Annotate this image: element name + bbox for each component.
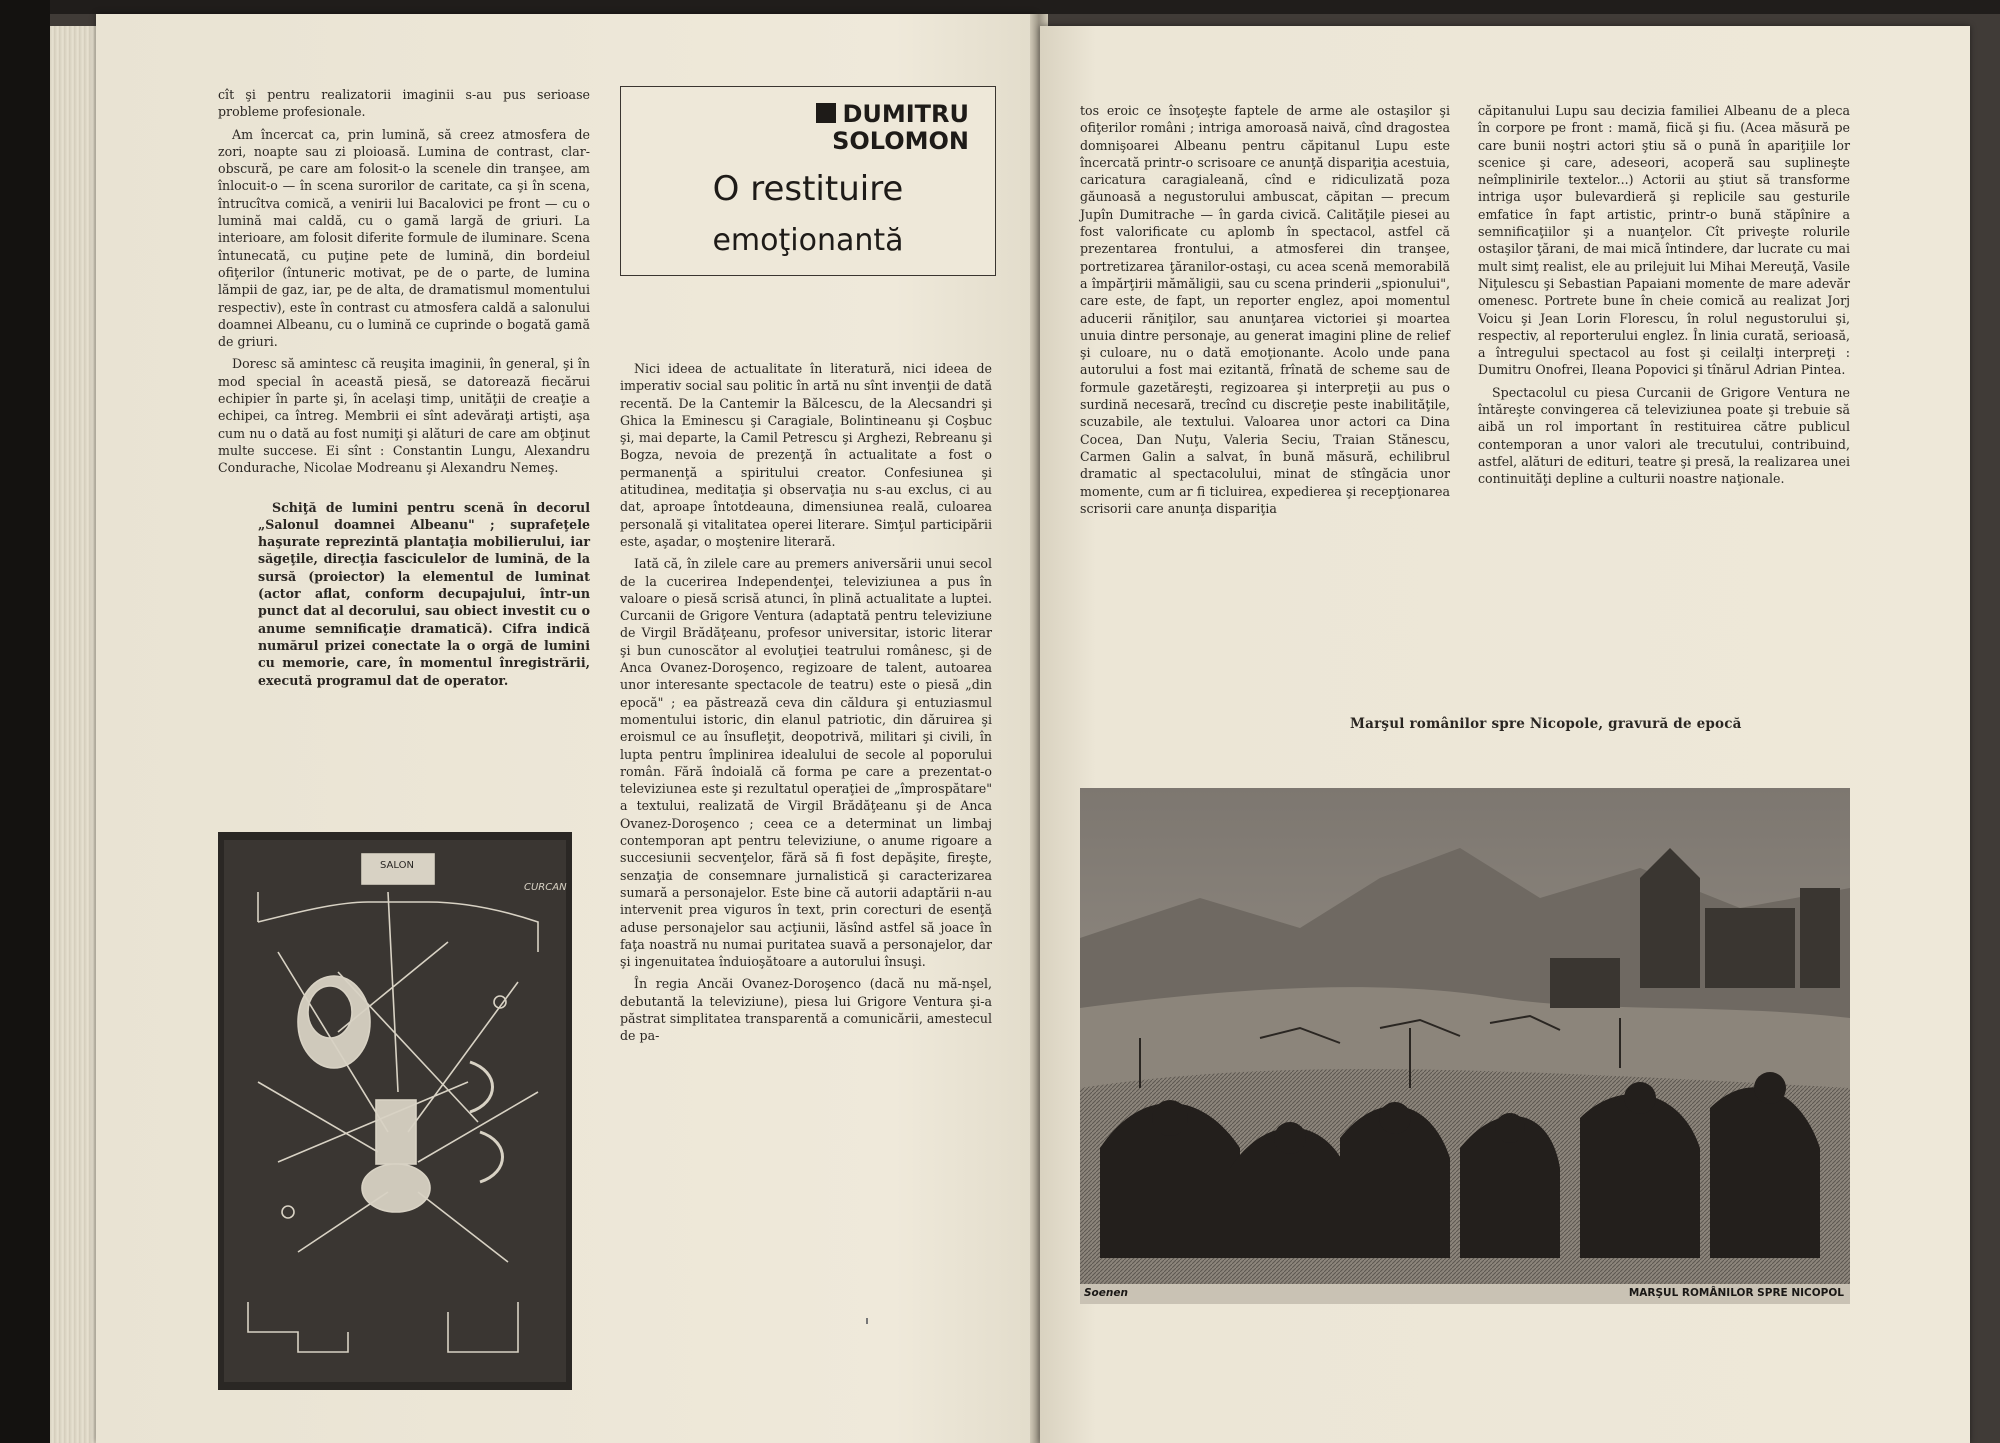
- paragraph: Nici ideea de actualitate în literatură, nici ideea de imperativ social sau politic în artă nu sînt invenţii de dată recentă. De la Cantemir la Bălcescu, de la Alecsandri şi Ghica la Eminescu şi Caragiale, Bolintineanu şi Coşbuc şi, mai departe, la Camil Petrescu şi Arghezi, Rebreanu şi Bogza, nevoia de prezenţă în actualitate a fost o permanenţă a spiritului creator. Confesiunea şi atitudinea, meditaţia şi observaţia nu s-au exclus, ci au dat, aproape întotdeauna, dimensiunea reală, culoarea personală şi vitalitatea operei literare. Simţul participării este, aşadar, o moştenire literară.: [620, 361, 992, 549]
- engraving-caption: Marşul românilor spre Nicopole, gravură de epocă: [1350, 716, 1742, 732]
- author-name: [816, 101, 969, 155]
- author-first-name: DUMITRU: [842, 100, 969, 128]
- paragraph: căpitanului Lupu sau decizia familiei Albeanu de a pleca în corpore pe front : mamă, fiică şi fiu. (Acea măsură pe care bunii noştri actori ştiu să o pună în apariţiile lor scenice şi care, adeseori, acoperă sau suplineşte neîmplinirile textelor...) Actorii au ştiut să transforme intriga uşor bulevardieră şi replicile sau gesturile emfatice în fapt artistic, printr-o bună stăpînire a semnificaţiilor şi a nuanţelor. Cît priveşte rolurile ostaşilor ţărani, de mai mică întindere, dar lucrate cu mai mult simţ realist, ele au prilejuit lui Mihai Mereuţă, Vasile Niţulescu şi Sebastian Papaiani momente de mare adevăr omenesc. Portrete bune în cheie comică au realizat Jorj Voicu şi Jean Lorin Florescu, în rolul negustorului şi, respectiv, al reporterului englez. În linia curată, serioasă, a întregului spectacol au fost şi ceilalţi interpreţi : Dumitru Onofrei, Ileana Popovici şi tînărul Adrian Pintea.: [1478, 103, 1850, 378]
- cover-left-edge: [0, 0, 50, 1443]
- engraving-image: [1080, 788, 1850, 1304]
- paragraph: Doresc să amintesc că reuşita imaginii, în general, şi în mod special în această piesă, se datorează fiecărui echipier în parte şi, în acelaşi timp, unităţii de creaţie a echipei, ca întreg. Membrii ei sînt adevăraţi artişti, aşa cum nu o dată au fost numiţi şi alături de care am obţinut multe succese. Ei sînt : Constantin Lungu, Alexandru Condurache, Nicolae Modreanu şi Alexandru Nemeş.: [218, 356, 590, 476]
- left-col-1: [218, 86, 590, 689]
- paragraph: În regia Ancăi Ovanez-Doroşenco (dacă nu mă-nşel, debutantă la televiziune), piesa lui Grigore Ventura şi-a păstrat simplitatea transparentă a comunicării, amestecul de pa-: [620, 976, 992, 1044]
- cover-top-edge: [0, 0, 2000, 14]
- engraving-drawing: [1080, 788, 1850, 1304]
- headline-line-1: O restituire: [712, 169, 904, 209]
- article-title-box: [620, 86, 996, 276]
- author-mark-icon: [816, 103, 836, 123]
- page-stack-edge: [50, 26, 100, 1443]
- sketch-caption: Schiţă de lumini pentru scenă în decorul „Salonul doamnei Albeanu" ; suprafeţele haşurate reprezintă plantaţia mobilierului, iar săgeţile, direcţia fasciculelor de lumină, de la sursă (proiector) la elementul de luminat (actor aflat, conform decupajului, într-un punct dat al decorului, sau obiect investit cu o anume semnificaţie dramatică). Cifra indică numărul prizei conectate la o orgă de lumini cu memorie, care, în momentul înregistrării, execută programul dat de operator.: [258, 499, 590, 688]
- author-last-name: SOLOMON: [832, 127, 969, 155]
- page-mark: [866, 1318, 868, 1324]
- lighting-sketch-image: [218, 832, 572, 1390]
- paragraph: cît şi pentru realizatorii imaginii s-au pus serioase probleme profesionale.: [218, 87, 590, 120]
- right-col-1: [1080, 102, 1450, 522]
- sketch-label-salon: SALON: [380, 860, 414, 871]
- paragraph: tos eroic ce însoţeşte faptele de arme ale ostaşilor şi ofiţerilor români ; intriga amoroasă naivă, cînd dragostea domnişoarei Albeanu pentru căpitanul Lupu este încercată printr-o scrisoare ce anunţă dispariţia acestuia, caricatura caragialeană, cînd e ridiculizată poza găunoasă a negustorului ambuscat, căpitan — precum Jupîn Dumitrache — în garda civică. Calităţile piesei au fost valorificate cu aplomb în spectacol, astfel că prezentarea frontului, a atmosferei din tranşee, portretizarea ţăranilor-ostaşi, cu acea scenă memorabilă a împărţirii mămăligii, sau cu scena prinderii „spionului", care este, de fapt, un reporter englez, apoi momentul aducerii răniţilor, sau anunţarea victoriei şi moartea unuia dintre personaje, au generat imagini pline de relief şi culoare, nu o dată emoţionante. Acolo unde pana autorului a fost mai ezitantă, frînată de scheme sau de formule gazetăreşti, regizoarea şi interpreţii au pus o surdină necesară, trecînd cu discreţie peste inabilităţile, scuzabile, ale textului. Valoarea unor actori ca Dina Cocea, Dan Nuţu, Valeria Seciu, Traian Stănescu, Carmen Galin a salvat, în bună măsură, echilibrul dramatic al spectacolului, minat de stîngăcia unor momente, cum ar fi ticluirea, expedierea şi recepţionarea scrisorii care anunţa dispariţia: [1080, 103, 1450, 516]
- headline-line-2: emoţionantă: [712, 223, 904, 258]
- engraving-signature: Soenen: [1084, 1287, 1128, 1299]
- paragraph: Iată că, în zilele care au premers aniversării unui secol de la cucerirea Independenţei, televiziunea a pus în valoare o piesă scrisă atunci, în plină actualitate a luptei. Curcanii de Grigore Ventura (adaptată pentru televiziune de Virgil Brădăţeanu, profesor universitar, istoric literar şi bun cunoscător al evoluţiei teatrului românesc, şi de Anca Ovanez-Doroşenco, regizoare de talent, autoarea unor interesante spectacole de teatru) este o piesă „din epocă" ; ea păstrează ceva din căldura şi entuziasmul momentului istoric, din elanul patriotic, din dăruirea şi eroismul ce au însufleţit, deopotrivă, militari şi civili, în lupta pentru împlinirea idealului de secole al poporului român. Fără îndoială că forma pe care a prezentat-o televiziunea este şi rezultatul operaţiei de „împrospătare" a textului, realizată de Virgil Brădăţeanu şi de Anca Ovanez-Doroşenco ; ceea ce a determinat un limbaj contemporan apt pentru televiziune, o anume rigoare a succesiunii secvenţelor, fără să fi fost depăşite, fireşte, senzaţia de consemnare jurnalistică şi caracterizarea sumară a personajelor. Este bine că autorii adaptării n-au intervenit prea viguros în text, prin corecturi de esenţă aduse personajelor sau acţiunii, lăsînd astfel să joace în faţa noastră nu numai puritatea suavă a personajelor, dar şi ingenuitatea înduioşătoare a autorului însuşi.: [620, 556, 992, 970]
- lighting-sketch-drawing: [218, 832, 572, 1390]
- right-col-2: [1478, 102, 1850, 493]
- sketch-label-curcan: CURCAN: [524, 882, 567, 893]
- engraving-inscription: MARŞUL ROMÂNILOR SPRE NICOPOL: [1628, 1287, 1844, 1299]
- left-col-2: [620, 360, 992, 1050]
- paragraph: Spectacolul cu piesa Curcanii de Grigore Ventura ne întăreşte convingerea că televiziunea poate şi trebuie să aibă un rol important în restituirea către publicul contemporan a unor valori ale trecutului, contribuind, astfel, alături de edituri, teatre şi presă, la realizarea unei continuităţi depline a culturii noastre naţionale.: [1478, 384, 1850, 487]
- paragraph: Am încercat ca, prin lumină, să creez atmosfera de zori, noapte sau zi ploioasă. Lumina de contrast, clar-obscură, pe care am folosit-o la scenele din tranşee, am înlocuit-o — în scena surorilor de caritate, ca şi în scena, întrucîtva comică, a venirii lui Bacalovici pe front — cu o lumină mai caldă, cu o gamă largă de griuri. La interioare, am folosit diferite formule de iluminare. Scena întunecată, cu puţine pete de lumină, din bordeiul ofiţerilor (întuneric motivat, pe de o parte, de lumina lămpii de gaz, iar, pe de alta, de dramatismul momentului respectiv), este în contrast cu atmosfera caldă a salonului doamnei Albeanu, cu o lumină ce cuprinde o bogată gamă de griuri.: [218, 126, 590, 350]
